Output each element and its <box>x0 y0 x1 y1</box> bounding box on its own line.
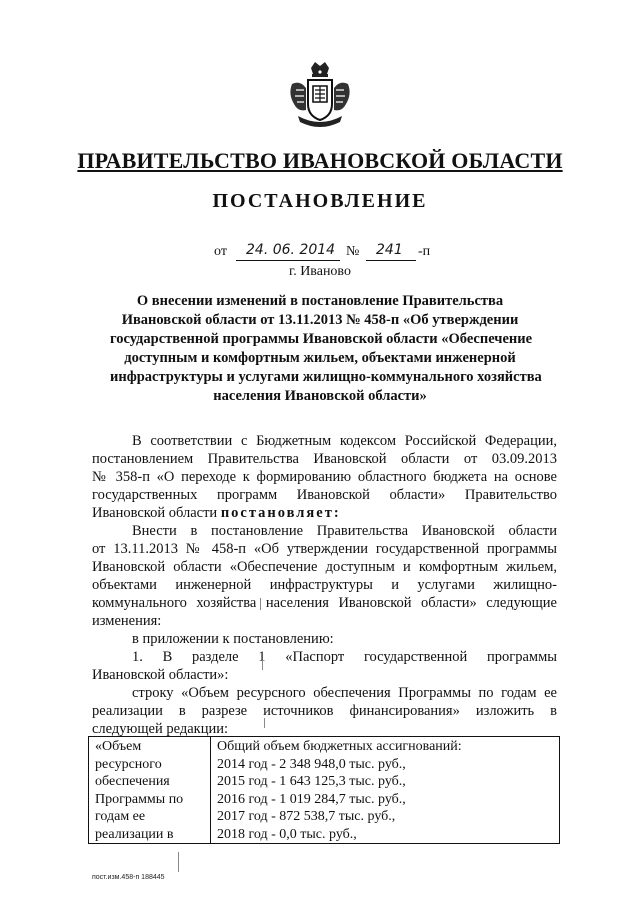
table-cell-label <box>89 737 211 844</box>
body-line: реализации в разрезе источников финансирования» изложить в <box>92 703 557 719</box>
body-line: Ивановской области «Обеспечение доступным и комфортным жильем, <box>92 559 557 575</box>
table-text: реализации в <box>95 826 174 842</box>
heading-line: Ивановской области от 13.11.2013 № 458-п «Об утверждении <box>121 312 519 328</box>
government-title: ПРАВИТЕЛЬСТВО ИВАНОВСКОЙ ОБЛАСТИ <box>77 148 563 173</box>
body-line: от 13.11.2013 № 458-п «Об утверждении государственной программы <box>92 541 557 557</box>
table-row <box>89 737 560 844</box>
heading-line: населения Ивановской области» <box>213 388 427 404</box>
table-text: 2016 год - 1 019 284,7 тыс. руб., <box>217 791 406 807</box>
resource-table <box>88 736 560 844</box>
body-line: 1. В разделе 1 «Паспорт государственной программы <box>132 649 557 665</box>
number-suffix: -п <box>418 244 431 259</box>
table-text: 2015 год - 1 643 125,3 тыс. руб., <box>217 774 406 789</box>
number-prefix: № <box>346 244 360 259</box>
table-text: 2014 год - 2 348 948,0 тыс. руб., <box>217 756 406 772</box>
body-line: постановлением Правительства Ивановской области от 03.09.2013 <box>92 451 557 467</box>
scan-mark <box>178 852 179 872</box>
date-number-line <box>214 242 474 266</box>
footer-code: пост.изм.458-п 188445 <box>92 874 165 881</box>
body-line <box>92 504 557 522</box>
body-text: Ивановской области <box>92 505 218 521</box>
city: г. Иваново <box>289 264 351 279</box>
table-text: годам ее <box>95 809 146 824</box>
body-line: № 358-п «О переходе к формированию областного бюджета на основе <box>92 469 557 485</box>
body-line: объектами инженерной инфраструктуры и услугами жилищно- <box>92 577 557 593</box>
table-cell-value <box>211 737 560 844</box>
document-date: 24. 06. 2014 <box>246 242 336 258</box>
document-type: ПОСТАНОВЛЕНИЕ <box>212 190 428 212</box>
body-line: Ивановской области»: <box>92 667 229 683</box>
heading-line: О внесении изменений в постановление Правительства <box>136 293 504 309</box>
body-line: государственных программ Ивановской области» Правительство <box>92 487 557 503</box>
heading-line: доступным и комфортным жильем, объектами инженерной <box>124 350 516 366</box>
body-line: в приложении к постановлению: <box>132 631 334 647</box>
body-line: строку «Объем ресурсного обеспечения Программы по годам ее <box>132 685 557 701</box>
table-text: Общий объем бюджетных ассигнований: <box>217 739 462 754</box>
coat-of-arms-icon <box>284 60 356 132</box>
body-line: следующей редакции: <box>92 721 229 737</box>
body-line: коммунального хозяйства населения Ивановской области» следующие <box>92 595 557 611</box>
date-prefix: от <box>214 244 227 259</box>
body-line: изменения: <box>92 613 162 629</box>
body-line: Внести в постановление Правительства Ивановской области <box>132 523 557 539</box>
document-heading <box>110 292 542 406</box>
table-text: Программы по <box>95 791 184 807</box>
document-number: 241 <box>376 242 403 258</box>
table-text: 2017 год - 872 538,7 тыс. руб., <box>217 809 396 824</box>
table-text: ресурсного <box>95 756 162 772</box>
table-text: «Объем <box>95 739 142 754</box>
heading-line: инфраструктуры и услугами жилищно-коммунального хозяйства <box>110 369 542 385</box>
table-text: 2018 год - 0,0 тыс. руб., <box>217 826 357 842</box>
table-text: обеспечения <box>95 774 170 789</box>
scan-mark <box>264 718 265 728</box>
heading-line: государственной программы Ивановской области «Обеспечение <box>110 331 533 347</box>
scan-mark <box>262 660 263 670</box>
resolution-verb: постановляет: <box>220 505 341 521</box>
scan-mark <box>260 598 261 610</box>
body-line: В соответствии с Бюджетным кодексом Российской Федерации, <box>132 433 557 449</box>
